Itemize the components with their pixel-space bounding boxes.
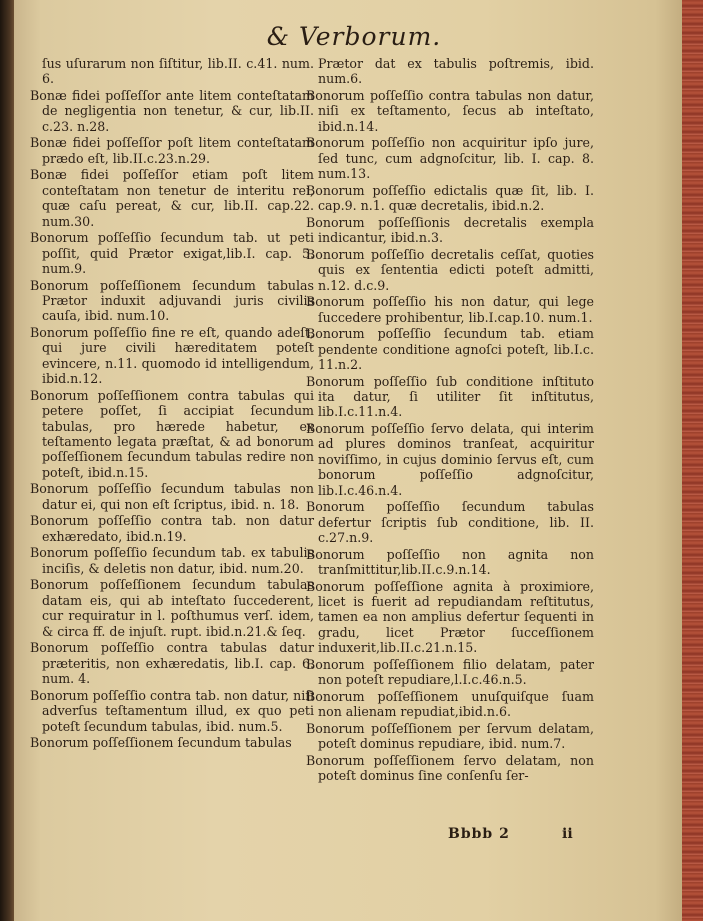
index-entry: Bonorum poſſeſſionem per ſervum delatam, poteſt dominus repudiare, ibid. num.7. [306,720,594,752]
index-entry: Bonorum poſſeſſio non agnita non tranſmittitur,lib.II.c.9.n.14. [306,546,594,578]
index-entry: Bonorum poſſeſſio ſecundum tab. ex tabulis inciſis, & deletis non datur, ibid. num.20. [30,545,314,576]
index-entry: Bonorum poſſeſſionem unuſquiſque ſuam non alienam repudiat,ibid.n.6. [306,688,594,720]
page-edge-red [682,0,703,921]
index-entry: Bonorum poſſeſſio his non datur, qui lege ſuccedere prohibentur, lib.I.cap.10. num.1. [306,294,594,325]
index-entry: Bonorum poſſeſſio ſecundum tabulas defertur ſcriptis ſub conditione, lib. II. c.27.n.9. [306,499,594,546]
index-entry: Prætor dat ex tabulis poſtremis, ibid. num.6. [318,56,594,87]
index-entry: Bonorum poſſeſſio contra tabulas datur præteritis, non exhæredatis, lib.I. cap. 6. num. 4. [30,640,314,687]
index-entry: Bonorum poſſeſſio contra tabulas non datur, niſi ex teſtamento, ſecus ab inteſtato, ibid.n.14. [306,88,594,134]
index-entry: Bonorum poſſeſſio ſecundum tab. etiam pendente conditione agnoſci poteſt, lib.I.c. 11.n.2. [306,326,594,373]
index-entry: Bonorum poſſeſſionem ſecundum tabulas [30,735,292,751]
index-entry: Bonæ fidei poſſeſſor etiam poſt litem conteſtatam non tenetur de interitu rei, quæ caſu pereat, & cur, lib.II. cap.22. num.30. [30,167,314,229]
index-entry: Bonorum poſſeſſionis decretalis exempla indicantur, ibid.n.3. [306,214,594,246]
index-entry: Bonorum poſſeſſionem filio delatam, pater non poteſt repudiare,l.I.c.46.n.5. [306,656,594,688]
index-entry: ſus uſurarum non ſiſtitur, lib.II. c.41. num. 6. [42,56,314,87]
index-entry: Bonorum poſſeſſio fine re eſt, quando adeſt, qui jure civili hæreditatem poteſt evincere, n.11. quomodo id intelligendum, ibid.n.12. [30,325,314,387]
index-entry: Bonorum poſſeſſio decretalis ceſſat, quoties quis ex ſententia edicti poteſt admitti, n.12. d.c.9. [306,246,594,293]
index-entry: Bonorum poſſeſſionem ſervo delatam, non poteſt dominus ſine conſenſu ſer- [306,752,594,784]
index-column-left [30,56,314,752]
signature-mark: Bbbb 2 [448,826,510,842]
index-entry: Bonorum poſſeſſio non acquiritur ipſo jure, ſed tunc, cum adgnoſcitur, lib. I. cap. 8. num.13. [306,135,594,182]
index-entry: Bonorum poſſeſſione agnita à proximiore, licet is fuerit ad repudiandam reſtitutus, tamen ea non amplius defertur ſequenti in gradu, licet Prætor ſucceſſionem induxerit,lib.II.c.21.n.15. [306,578,594,656]
index-entry: Bonorum poſſeſſio ſervo delata, qui interim ad plures dominos tranſeat, acquiritur noviſſimo, in cujus dominio ſervus eſt, cum bonorum poſſeſſio adgnoſcitur, lib.I.c.46.n.4. [306,421,594,498]
page-footer [434,826,624,846]
index-entry: Bonorum poſſeſſio contra tab. non datur exhæredato, ibid.n.19. [30,513,314,544]
running-head: & Verborum. [266,22,442,51]
index-entry: Bonæ fidei poſſeſſor poſt litem conteſtatam prædo eſt, lib.II.c.23.n.29. [30,135,314,166]
index-column-right [306,56,594,785]
index-entry: Bonorum poſſeſſionem ſecundum tabulas Prætor induxit adjuvandi juris civilis cauſa, ibid. num.10. [30,277,314,324]
index-entry: Bonorum poſſeſſionem contra tabulas qui petere poſſet, ſi accipiat ſecundum tabulas, pro hærede habetur, ex teſtamento legata præſtat, & ad bonorum poſſeſſionem ſecundum tabulas redire non poteſt, ibid.n.15. [30,387,314,480]
index-entry: Bonorum poſſeſſio ſecundum tab. ut peti poſſit, quid Prætor exigat,lib.I. cap. 5. num.9. [30,230,314,277]
index-entry: Bonorum poſſeſſio contra tab. non datur, niſi adverſus teſtamentum illud, ex quo peti poteſt ſecundum tabulas, ibid. num.5. [30,687,314,734]
index-entry: Bonæ fidei poſſeſſor ante litem conteſtatam de negligentia non tenetur, & cur, lib.II. c.23. n.28. [30,88,314,134]
index-entry: Bonorum poſſeſſio ſecundum tabulas non datur ei, qui non eſt ſcriptus, ibid. n. 18. [30,481,314,512]
index-entry: Bonorum poſſeſſio edictalis quæ ſit, lib. I. cap.9. n.1. quæ decretalis, ibid.n.2. [306,182,594,214]
index-entry: Bonorum poſſeſſio ſub conditione inſtituto ita datur, ſi utiliter ſit inſtitutus, lib.I.c.11.n.4. [306,373,594,420]
index-entry: Bonorum poſſeſſionem ſecundum tabulas datam eis, qui ab inteſtato ſuccederent, cur requiratur in l. poſthumus verſ. idem, & circa ff. de injuſt. rupt. ibid.n.21.& ſeq. [30,577,314,639]
book-page [14,0,682,921]
page-number: ii [562,826,573,842]
